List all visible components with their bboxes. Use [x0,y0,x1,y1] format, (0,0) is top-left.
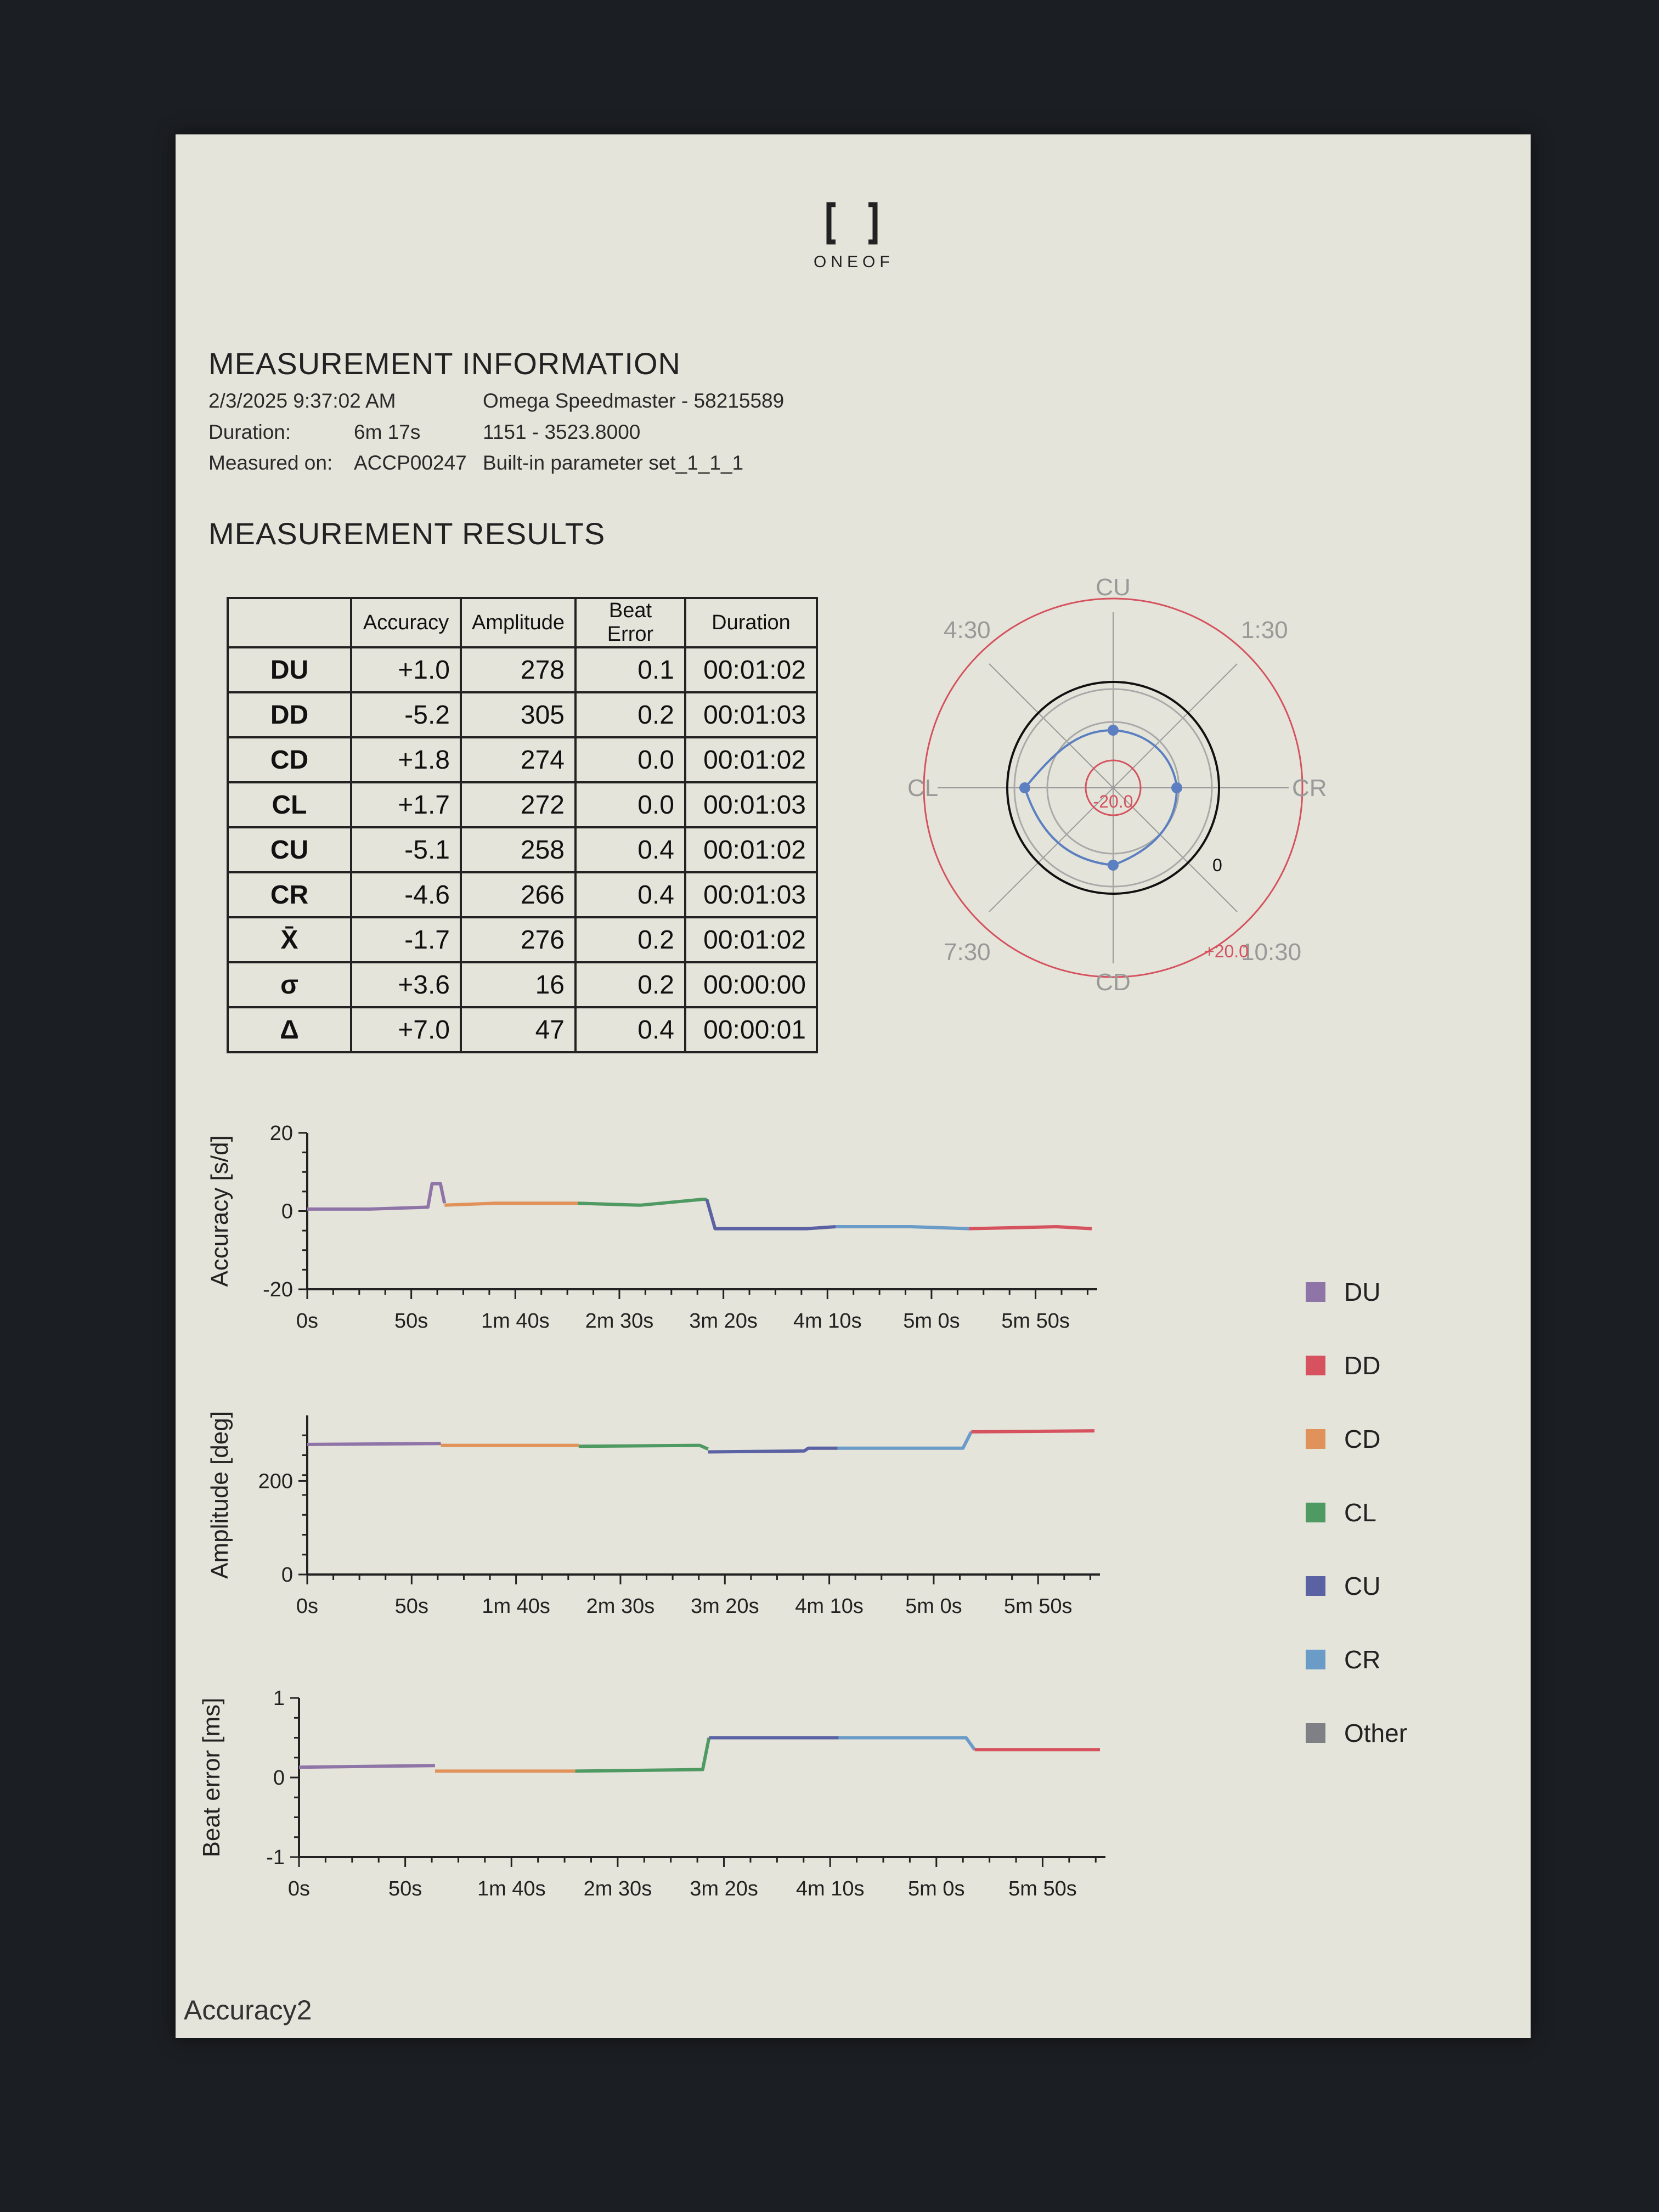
polar-label-tl: 4:30 [944,617,991,644]
legend-swatch [1306,1723,1325,1743]
results-row [228,1007,817,1052]
polar-point [1019,782,1030,793]
chart-panel [198,1687,1105,1900]
y-tick-label: 0 [281,1564,293,1587]
cell-value: -5.2 [351,692,461,737]
info-datetime: 2/3/2025 9:37:02 AM [208,390,396,412]
x-tick-label: 4m 10s [795,1595,864,1618]
cell-value: 0.4 [575,872,685,917]
x-tick-label: 4m 10s [795,1877,865,1900]
brand-logo [814,200,894,277]
row-label: CD [228,737,351,782]
row-label: CL [228,782,351,827]
polar-outer-label: +20.0 [1204,941,1249,961]
cell-value: 0.2 [575,917,685,962]
legend-item [1344,1643,1380,1676]
x-tick-label: 5m 0s [903,1310,960,1333]
legend-item [1344,1276,1380,1308]
cell-value: 266 [461,872,575,917]
cell-value: 0.0 [575,737,685,782]
x-tick-label: 1m 40s [477,1877,546,1900]
polar-label-left: CL [907,775,939,802]
legend-label: Other [1344,1719,1408,1747]
cell-value: 258 [461,827,575,872]
col-header [228,598,351,647]
info-duration-value: 6m 17s [354,421,421,443]
x-tick-label: 50s [394,1595,428,1618]
cell-value: -4.6 [351,872,461,917]
legend-swatch [1306,1356,1325,1375]
polar-label-bl: 7:30 [944,939,991,966]
info-measured-value: ACCP00247 [354,452,467,474]
series-line-cl [575,1738,709,1771]
series-line-cl [578,1199,707,1205]
results-heading: MEASUREMENT RESULTS [208,516,606,551]
results-table [227,597,818,1053]
cell-value: +1.0 [351,647,461,692]
cell-value: 00:01:02 [685,917,817,962]
series-line-dd [969,1227,1092,1229]
polar-label-tr: 1:30 [1241,617,1288,644]
cell-value: +3.6 [351,962,461,1007]
row-label: σ [228,962,351,1007]
legend-item [1344,1496,1376,1529]
y-tick-label: 0 [273,1767,285,1790]
polar-grid [924,599,1302,977]
x-tick-label: 50s [388,1877,422,1900]
x-tick-label: 0s [296,1595,319,1618]
row-label: CU [228,827,351,872]
polar-label-bottom: CD [1096,969,1131,996]
y-tick-label: -1 [266,1846,285,1869]
series-line-cu [707,1199,836,1229]
x-tick-label: 5m 50s [1001,1310,1070,1333]
cell-value: 0.1 [575,647,685,692]
cell-value: 0.2 [575,692,685,737]
legend-swatch [1306,1503,1325,1522]
x-tick-label: 3m 20s [689,1310,758,1333]
legend-item [1344,1423,1380,1455]
cell-value: 00:01:03 [685,782,817,827]
polar-plot [894,568,1333,996]
x-tick-label: 50s [394,1310,428,1333]
legend-swatch [1306,1282,1325,1302]
cell-value: 0.2 [575,962,685,1007]
col-header: Accuracy [351,598,461,647]
series-line-cl [579,1446,708,1449]
results-header-row [228,598,817,647]
cell-value: +1.7 [351,782,461,827]
series-line-du [307,1184,444,1209]
y-tick-label: -20 [263,1278,293,1301]
row-label: CR [228,872,351,917]
cell-value: 16 [461,962,575,1007]
series-line-cd [444,1203,578,1205]
legend-label: CL [1344,1498,1376,1527]
polar-label-br: 10:30 [1241,939,1302,966]
cell-value: 274 [461,737,575,782]
row-label: DD [228,692,351,737]
polar-label-top: CU [1096,574,1131,601]
x-tick-label: 4m 10s [793,1310,862,1333]
timeseries-charts [198,1122,1306,2011]
polar-inner-label: -20.0 [1093,792,1133,811]
legend-item [1344,1717,1407,1750]
y-tick-label: 0 [281,1200,293,1223]
legend-swatch [1306,1429,1325,1449]
cell-value: 0.4 [575,1007,685,1052]
x-tick-label: 5m 0s [905,1595,962,1618]
x-tick-label: 3m 20s [690,1877,758,1900]
y-axis-label: Amplitude [deg] [206,1411,233,1579]
cell-value: +1.8 [351,737,461,782]
legend-label: CU [1344,1572,1381,1600]
x-tick-label: 5m 0s [908,1877,965,1900]
results-row [228,692,817,737]
brand-name: ONEOF [814,253,894,271]
cell-value: 00:00:00 [685,962,817,1007]
x-tick-label: 1m 40s [482,1595,550,1618]
results-row [228,782,817,827]
report-sheet [176,134,1531,2038]
x-tick-label: 2m 30s [583,1877,652,1900]
row-label: Δ [228,1007,351,1052]
legend-swatch [1306,1576,1325,1596]
cell-value: -5.1 [351,827,461,872]
info-measured-label: Measured on: [208,452,333,474]
col-header: Beat Error [575,598,685,647]
polar-label-right: CR [1292,775,1327,802]
polar-point [1108,725,1119,736]
chart-panel [206,1122,1097,1333]
x-tick-label: 0s [296,1310,319,1333]
col-header: Amplitude [461,598,575,647]
cell-value: +7.0 [351,1007,461,1052]
brand-mark-icon [819,200,885,250]
results-row [228,962,817,1007]
row-label: X̄ [228,917,351,962]
y-tick-label: 200 [258,1470,293,1493]
x-tick-label: 0s [287,1877,311,1900]
x-tick-label: 5m 50s [1008,1877,1077,1900]
y-tick-label: 1 [273,1687,285,1710]
results-row [228,872,817,917]
cell-value: 00:01:03 [685,872,817,917]
cell-value: 00:01:02 [685,647,817,692]
info-duration-label: Duration: [208,421,291,443]
series-line-du [299,1765,435,1767]
cell-value: 00:01:02 [685,737,817,782]
polar-zero-label: 0 [1212,855,1222,875]
series-line-cr [838,1432,972,1448]
info-caliber: 1151 - 3523.8000 [483,421,641,443]
cell-value: 0.0 [575,782,685,827]
results-row [228,917,817,962]
row-label: DU [228,647,351,692]
x-tick-label: 3m 20s [690,1595,759,1618]
results-row [228,737,817,782]
results-row [228,827,817,872]
series-line-du [307,1443,441,1444]
series-line-cu [708,1448,838,1452]
polar-point [1171,782,1182,793]
cell-value: 0.4 [575,827,685,872]
cell-value: 00:01:03 [685,692,817,737]
legend-label: CD [1344,1425,1381,1453]
footer-label: Accuracy2 [184,1995,312,2025]
polar-point [1108,860,1119,871]
cell-value: 272 [461,782,575,827]
cell-value: 00:00:01 [685,1007,817,1052]
cell-value: 278 [461,647,575,692]
legend-label: CR [1344,1645,1381,1674]
x-tick-label: 2m 30s [586,1595,655,1618]
results-row [228,647,817,692]
y-tick-label: 20 [269,1122,293,1145]
cell-value: -1.7 [351,917,461,962]
cell-value: 00:01:02 [685,827,817,872]
series-line-cr [839,1738,975,1750]
x-tick-label: 1m 40s [481,1310,550,1333]
cell-value: 276 [461,917,575,962]
legend-swatch [1306,1650,1325,1669]
y-axis-label: Beat error [ms] [198,1697,225,1858]
series-line-dd [971,1431,1094,1432]
y-axis-label: Accuracy [s/d] [206,1135,233,1287]
info-heading: MEASUREMENT INFORMATION [208,346,681,381]
cell-value: 305 [461,692,575,737]
chart-panel [206,1411,1100,1618]
info-watch: Omega Speedmaster - 58215589 [483,390,785,412]
legend-label: DD [1344,1351,1381,1380]
legend-item [1344,1570,1380,1602]
col-header: Duration [685,598,817,647]
legend-label: DU [1344,1278,1381,1306]
cell-value: 47 [461,1007,575,1052]
x-tick-label: 2m 30s [585,1310,654,1333]
legend-item [1344,1349,1380,1382]
info-paramset: Built-in parameter set_1_1_1 [483,452,744,474]
series-line-cr [836,1227,969,1229]
x-tick-label: 5m 50s [1003,1595,1073,1618]
